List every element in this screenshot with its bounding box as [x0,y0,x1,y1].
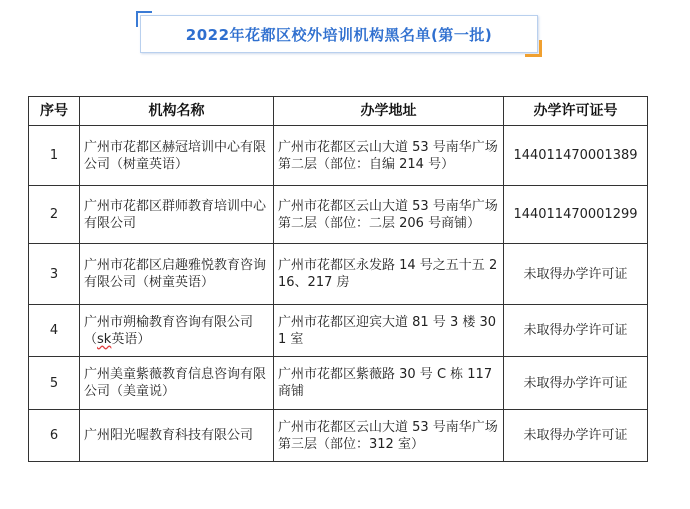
row-address: 广州市花都区紫薇路 30 号 C 栋 117 商铺 [274,357,504,410]
row-license: 未取得办学许可证 [504,244,648,305]
row-address: 广州市花都区迎宾大道 81 号 3 楼 301 室 [274,305,504,357]
row-index: 5 [29,357,80,410]
row-address: 广州市花都区云山大道 53 号南华广场第二层（部位：二层 206 号商铺） [274,186,504,244]
row-address: 广州市花都区云山大道 53 号南华广场第三层（部位：312 室） [274,410,504,462]
table-header-row [29,97,648,126]
row-name: 广州市花都区群师教育培训中心有限公司 [80,186,274,244]
header-name: 机构名称 [80,97,274,126]
table-row [29,357,648,410]
table-row [29,186,648,244]
row-license: 144011470001299 [504,186,648,244]
row-name-suffix: 英语） [111,331,151,347]
title-banner [136,11,542,57]
row-name: 广州阳光喔教育科技有限公司 [80,410,274,462]
header-index: 序号 [29,97,80,126]
row-name: 广州美童紫薇教育信息咨询有限公司（美童说） [80,357,274,410]
row-index: 2 [29,186,80,244]
row-index: 3 [29,244,80,305]
row-index: 1 [29,126,80,186]
row-address: 广州市花都区云山大道 53 号南华广场第二层（部位：自编 214 号） [274,126,504,186]
table-row [29,410,648,462]
header-address: 办学地址 [274,97,504,126]
row-license: 未取得办学许可证 [504,305,648,357]
table-row [29,126,648,186]
row-name: 广州市花都区启趣雅悦教育咨询有限公司（树童英语） [80,244,274,305]
page-title: 2022年花都区校外培训机构黑名单(第一批) [185,25,493,44]
table-row [29,244,648,305]
row-index: 6 [29,410,80,462]
header-license: 办学许可证号 [504,97,648,126]
row-license: 未取得办学许可证 [504,357,648,410]
row-name: 广州市花都区赫冠培训中心有限公司（树童英语） [80,126,274,186]
row-license: 未取得办学许可证 [504,410,648,462]
blacklist-table [28,96,648,462]
row-index: 4 [29,305,80,357]
spellcheck-flagged-word: sk [97,331,112,347]
row-address: 广州市花都区永发路 14 号之五十五 216、217 房 [274,244,504,305]
row-name [80,305,274,357]
row-name-prefix: 广州市朔榆教育咨询有限公司（ [84,314,254,347]
row-license: 144011470001389 [504,126,648,186]
table-row [29,305,648,357]
